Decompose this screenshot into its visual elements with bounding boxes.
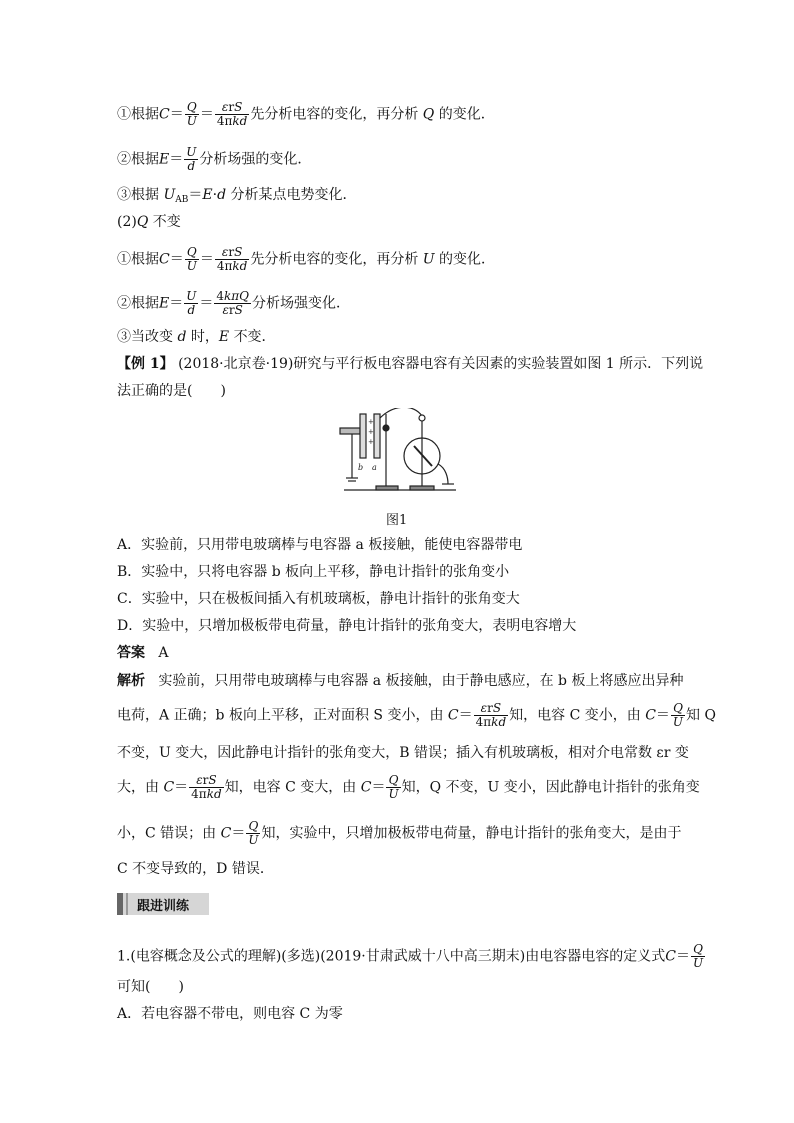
text-line-2: ②根据E＝ $\frac{U}{d}$ 分析场强的变化． <box>117 145 312 173</box>
fraction: $\frac{\text{εrS}}{\text{4πkd}}$ <box>475 701 507 729</box>
example-tag: 【例 1】 <box>117 356 174 372</box>
fraction: $\frac{\text{4kπQ}}{\text{εrS}}$ <box>216 289 249 317</box>
fraction: $\frac{Q}{U}$ <box>692 942 704 970</box>
fraction: $\frac{Q}{U}$ <box>248 819 259 847</box>
analysis-line-6: C 不变导致的，D 错误． <box>117 861 274 877</box>
text: ①根据 <box>117 106 159 123</box>
text-line-3: ③根据 $U_{AB}=E\cdot d$ 分析某点电势变化． <box>117 187 357 205</box>
svg-text:+: + <box>368 428 374 436</box>
plate-a-label: a <box>372 463 377 472</box>
fraction: $\frac{U}{d}$ <box>186 145 197 173</box>
analysis-line-5: 小，C 错误；由 C＝ $\frac{Q}{U}$ 知，实验中，只增加极板带电荷量，静电计指针的张角变大，是由于 <box>117 819 682 847</box>
answer-label: 答案 <box>117 645 145 661</box>
header-bar <box>126 893 128 915</box>
plate-b-label: b <box>358 463 364 472</box>
fraction: $\frac{Q}{U}$ <box>388 773 399 801</box>
analysis-line-1: 解析 实验前，只用带电玻璃棒与电容器 a 板接触，由于静电感应，在 b 板上将感应出异种 <box>117 673 684 689</box>
fraction: $\frac{Q}{U}$ <box>672 701 684 729</box>
fraction: $\frac{\text{εrS}}{\text{4πkd}}$ <box>191 773 222 801</box>
text-line-6: ②根据E＝ $\frac{U}{d}$ ＝ $\frac{\text{4kπQ}}{\text{εrS}}$ 分析场强变化． <box>117 289 350 317</box>
fraction: $\frac{U}{d}$ <box>186 289 197 317</box>
option-a: A．实验前，只用带电玻璃棒与电容器 a 板接触，能使电容器带电 <box>117 537 523 553</box>
option-b: B．实验中，只将电容器 b 板向上平移，静电计指针的张角变小 <box>117 564 510 580</box>
example-stem: 【例 1】 (2018·北京卷·19)研究与平行板电容器电容有关因素的实验装置如图 1 所示．下列说 <box>117 356 704 372</box>
analysis-line-2: 电荷，A 正确；b 板向上平移，正对面积 S 变小，由 C＝ $\frac{\text{εrS}}{\text{4πkd}}$ 知，电容 C 变小，由 C＝ $\frac{Q}{U}$ 知 Q <box>117 701 716 729</box>
capacitor-electrometer-figure <box>334 408 464 498</box>
fraction: $\frac{Q}{U}$ <box>186 245 197 273</box>
section-header <box>117 893 209 915</box>
svg-text:+: + <box>368 438 374 446</box>
option-c: C．实验中，只在极板间插入有机玻璃板，静电计指针的张角变大 <box>117 591 520 607</box>
example-stem-2: 法正确的是( ) <box>117 383 226 399</box>
option-d: D．实验中，只增加极板带电荷量，静电计指针的张角变大，表明电容增大 <box>117 618 577 634</box>
analysis-line-4: 大，由 C＝ $\frac{\text{εrS}}{\text{4πkd}}$ 知，电容 C 变大，由 C＝ $\frac{Q}{U}$ 知，Q 不变，U 变小，因此静电计指针的张角变 <box>117 773 700 801</box>
text-line-7: ③当改变 d 时，E 不变． <box>117 329 276 345</box>
question-option-a: A．若电容器不带电，则电容 C 为零 <box>117 1006 343 1022</box>
fraction: $\frac{Q}{U}$ <box>186 100 197 128</box>
question-line-1: 1.(电容概念及公式的理解)(多选)(2019·甘肃武威十八中高三期末)由电容器电容的定义式C＝ $\frac{Q}{U}$ <box>117 942 704 970</box>
svg-text:+: + <box>368 418 374 426</box>
answer-value: A <box>158 645 169 661</box>
analysis-label: 解析 <box>117 673 145 689</box>
fraction: $\frac{\text{εrS}}{\text{4πkd}}$ <box>216 245 248 273</box>
answer-line <box>117 643 168 663</box>
section-title: 跟进训练 <box>137 899 190 914</box>
text-line-1: ①根据C＝ $\frac{Q}{U}$ ＝ $\frac{\text{εrS}}{\text{4πkd}}$ 先分析电容的变化，再分析 Q 的变化． <box>117 100 495 128</box>
question-line-2: 可知( ) <box>117 979 184 995</box>
fraction: $\frac{\text{εrS}}{\text{4πkd}}$ <box>216 100 248 128</box>
figure-caption: 图1 <box>386 513 408 528</box>
analysis-line-3: 不变，U 变大，因此静电计指针的张角变大，B 错误；插入有机玻璃板，相对介电常数 εr 变 <box>117 745 689 761</box>
text-line-4: (2)Q 不变 <box>117 214 181 230</box>
text-line-5: ①根据C＝ $\frac{Q}{U}$ ＝ $\frac{\text{εrS}}{\text{4πkd}}$ 先分析电容的变化，再分析 U 的变化． <box>117 245 496 273</box>
